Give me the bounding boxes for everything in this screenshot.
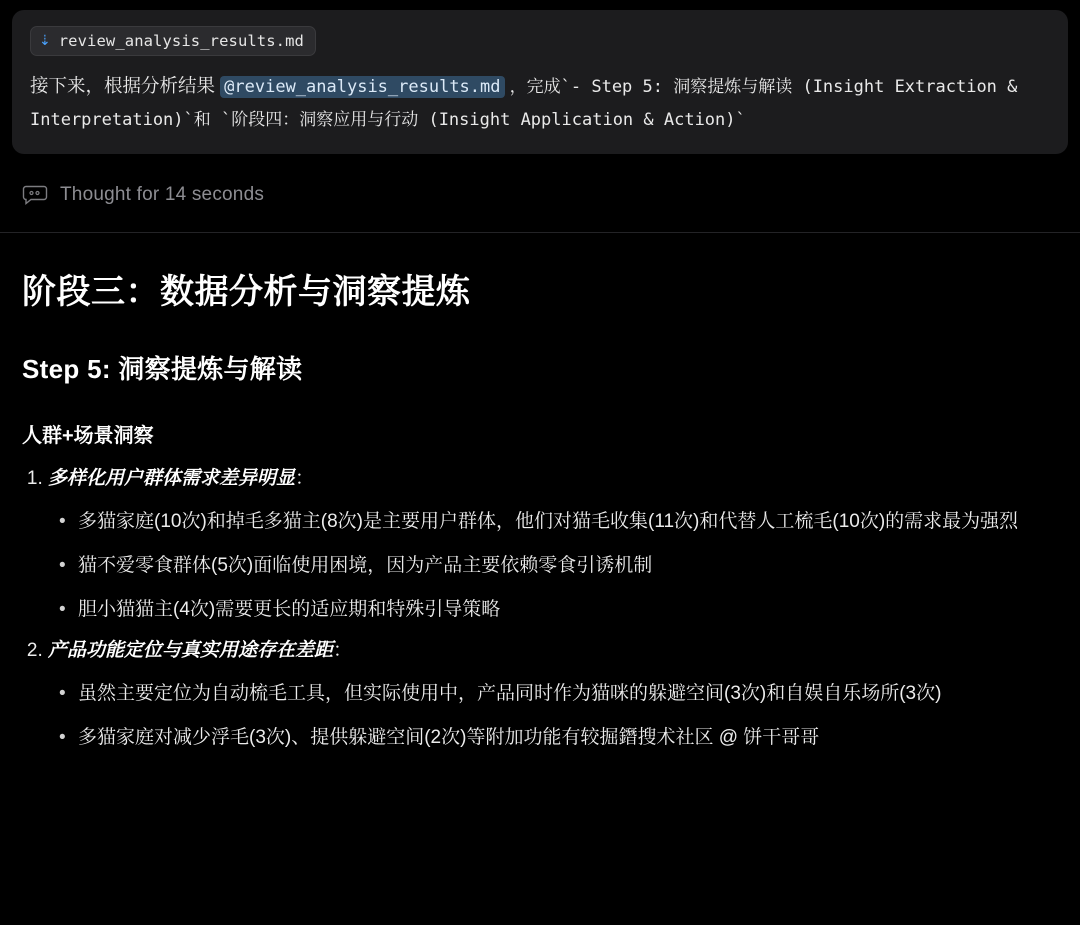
answer-body <box>0 271 1080 754</box>
list-item-head: 产品功能定位与真实用途存在差距 <box>48 639 334 661</box>
sub-list <box>48 507 1058 625</box>
list-item: • 胆小猫猫主(4次)需要更长的适应期和特殊引导策略 <box>78 595 1058 626</box>
list-item: • 虽然主要定位为自动梳毛工具，但实际使用中，产品同时作为猫咪的躲避空间(3次)和自娱自乐场所(3次) <box>78 679 1058 710</box>
file-mention-token[interactable]: @review_analysis_results.md <box>220 76 504 98</box>
list-item: • 多猫家庭(10次)和掉毛多猫主(8次)是主要用户群体，他们对猫毛收集(11次)和代替人工梳毛(10次)的需求最为强烈 <box>78 507 1058 538</box>
attachment-chip[interactable] <box>30 26 316 56</box>
list-item <box>48 464 1058 626</box>
step-title: Step 5: 洞察提炼与解读 <box>22 354 303 384</box>
insight-list <box>22 464 1058 754</box>
prompt-text <box>30 70 1050 136</box>
user-prompt-card <box>12 10 1068 154</box>
attachment-row <box>30 26 1050 56</box>
list-item: • 猫不爱零食群体(5次)面临使用困境，因为产品主要依赖零食引诱机制 <box>78 551 1058 582</box>
thought-bubble-icon <box>22 184 48 206</box>
thought-label: Thought for 14 seconds <box>60 183 265 205</box>
file-down-arrow-icon: ⇣ <box>39 32 51 48</box>
thought-row[interactable] <box>22 180 1080 210</box>
sub-list <box>48 679 1058 754</box>
group-title: 人群+场景洞察 <box>22 425 154 447</box>
list-item-head-suffix: ： <box>295 468 315 489</box>
attachment-file-name: review_analysis_results.md <box>58 32 304 50</box>
list-item-head-suffix: ： <box>333 639 353 661</box>
prompt-text-after: ，完成`- Step 5: 洞察提炼与解读 (Insight Extraction & Interpretation)`和 `阶段四：洞察应用与行动 (Insight Application & Action)` <box>30 77 1018 130</box>
prompt-text-before: 接下来，根据分析结果 <box>30 75 216 96</box>
list-item: • 多猫家庭对减少浮毛(3次)、提供躲避空间(2次)等附加功能有较掘鐕搜术社区 @ 饼干哥哥 <box>78 723 1058 754</box>
section-title: 阶段三：数据分析与洞察提炼 <box>22 272 471 311</box>
chat-answer-page <box>0 10 1080 925</box>
section-divider <box>0 232 1080 233</box>
list-item-head: 多样化用户群体需求差异明显 <box>48 468 296 489</box>
list-item <box>48 636 1058 754</box>
